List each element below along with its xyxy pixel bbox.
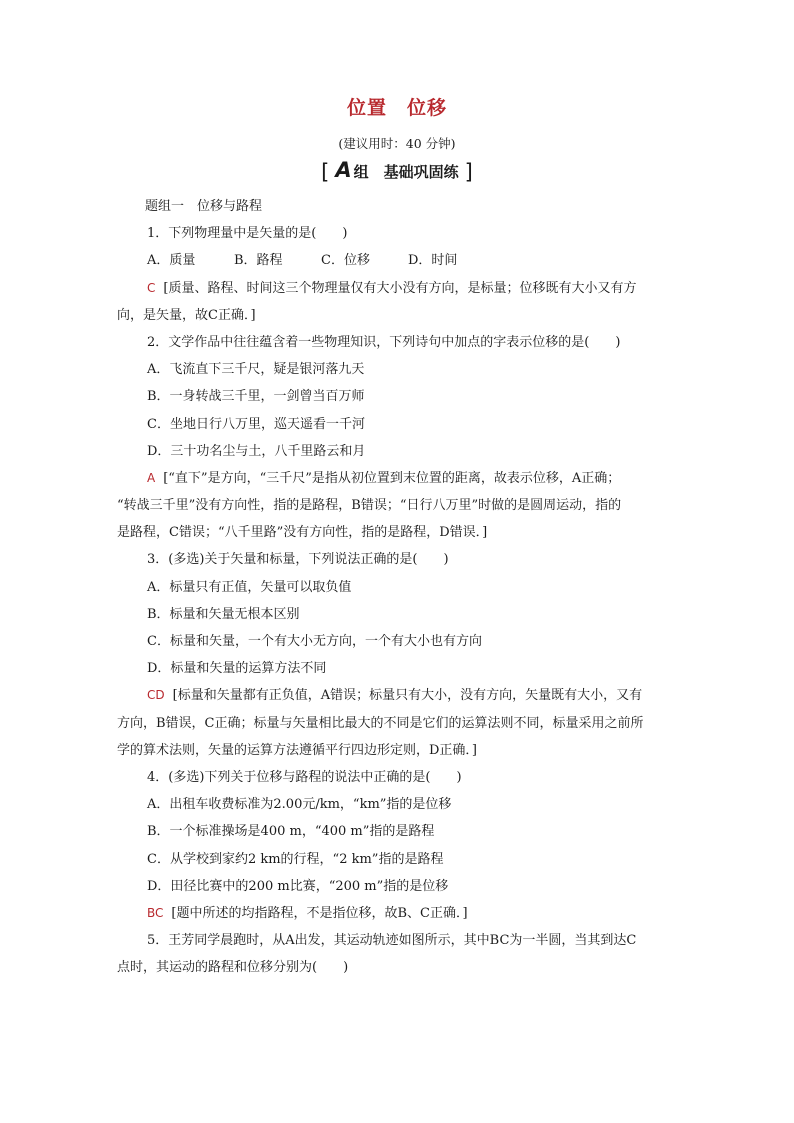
q1-option-a: A．质量 [147,253,196,269]
q1-options [145,247,685,274]
q2-answer: A [147,470,156,485]
q5-stem-cont: 点时，其运动的路程和位移分别为( ) [117,960,349,976]
q3-option-c: C．标量和矢量，一个有大小无方向，一个有大小也有方向 [147,634,482,649]
q2-explanation-cont2: 是路程，C错误；“八千里路”没有方向性，指的是路程，D错误．] [117,525,488,541]
group-bracket-open: [ [321,160,330,184]
group-heading [0,158,794,184]
q4-stem: 4．(多选)下列关于位移与路程的说法中正确的是( ) [147,769,462,785]
q3-explanation-cont2: 学的算术法则，矢量的运算方法遵循平行四边形定则，D正确．] [117,742,477,758]
q3-explanation: CD [标量和矢量都有正负值，A错误；标量只有大小，没有方向，矢量既有大小，又有 [147,688,643,704]
q1-stem: 1．下列物理量中是矢量的是( ) [147,226,348,242]
group-letter: A [335,158,352,182]
q3-option-d: D．标量和矢量的运算方法不同 [147,661,327,677]
q3-answer: CD [147,688,165,703]
q2-explanation: A [“直下”是方向，“三千尺”是指从初位置到末位置的距离，故表示位移，A正确； [147,470,621,486]
group-bracket-close: ] [464,160,473,184]
q2-explanation-cont: “转战三千里”没有方向性，指的是路程，B错误；“日行八万里”时做的是圆周运动，指的 [117,498,622,514]
group-label: 组 基础巩固练 [353,163,459,181]
q4-option-a: A．出租车收费标准为2.00元/km，“km”指的是位移 [147,797,452,813]
q1-answer: C [147,280,156,295]
q1-option-d: D．时间 [408,253,458,269]
q2-option-b: B．一身转战三千里，一剑曾当百万师 [147,389,365,405]
q1-option-b: B．路程 [234,253,283,269]
q1-explanation: C [质量、路程、时间这三个物理量仅有大小没有方向，是标量；位移既有大小又有方 [147,280,637,296]
q3-explanation-cont: 方向，B错误，C正确；标量与矢量相比最大的不同是它们的运算法则不同，标量采用之前所 [117,715,644,731]
question-list [117,193,685,981]
q2-stem: 2．文学作品中往往蕴含着一些物理知识，下列诗句中加点的字表示位移的是( ) [147,334,621,350]
q4-explanation: BC [题中所述的均指路程，不是指位移，故B、C正确．] [147,905,468,921]
q4-option-c: C．从学校到家约2 km的行程，“2 km”指的是路程 [147,851,444,867]
q2-option-d: D．三十功名尘与土，八千里路云和月 [147,443,366,459]
q4-option-d: D．田径比赛中的200 m比赛，“200 m”指的是位移 [147,878,449,894]
q2-option-a: A．飞流直下三千尺，疑是银河落九天 [147,362,365,378]
page-title: 位置 位移 [346,97,447,119]
q1-explanation-cont: 向，是矢量，故C正确．] [117,307,256,323]
q2-option-c: C．坐地日行八万里，巡天遥看一千河 [147,416,365,432]
section-heading: 题组一 位移与路程 [145,199,263,214]
q3-option-b: B．标量和矢量无根本区别 [147,606,300,622]
q3-option-a: A．标量只有正值，矢量可以取负值 [147,579,352,595]
q4-option-b: B．一个标准操场是400 m，“400 m”指的是路程 [147,824,435,840]
q4-answer: BC [147,905,164,920]
q1-option-c: C．位移 [321,253,370,269]
q5-stem: 5．王芳同学晨跑时，从A出发，其运动轨迹如图所示，其中BC为一半圆，当其到达C [147,933,637,949]
suggested-time: (建议用时：40 分钟) [338,136,456,151]
q3-stem: 3．(多选)关于矢量和标量，下列说法正确的是( ) [147,552,449,568]
